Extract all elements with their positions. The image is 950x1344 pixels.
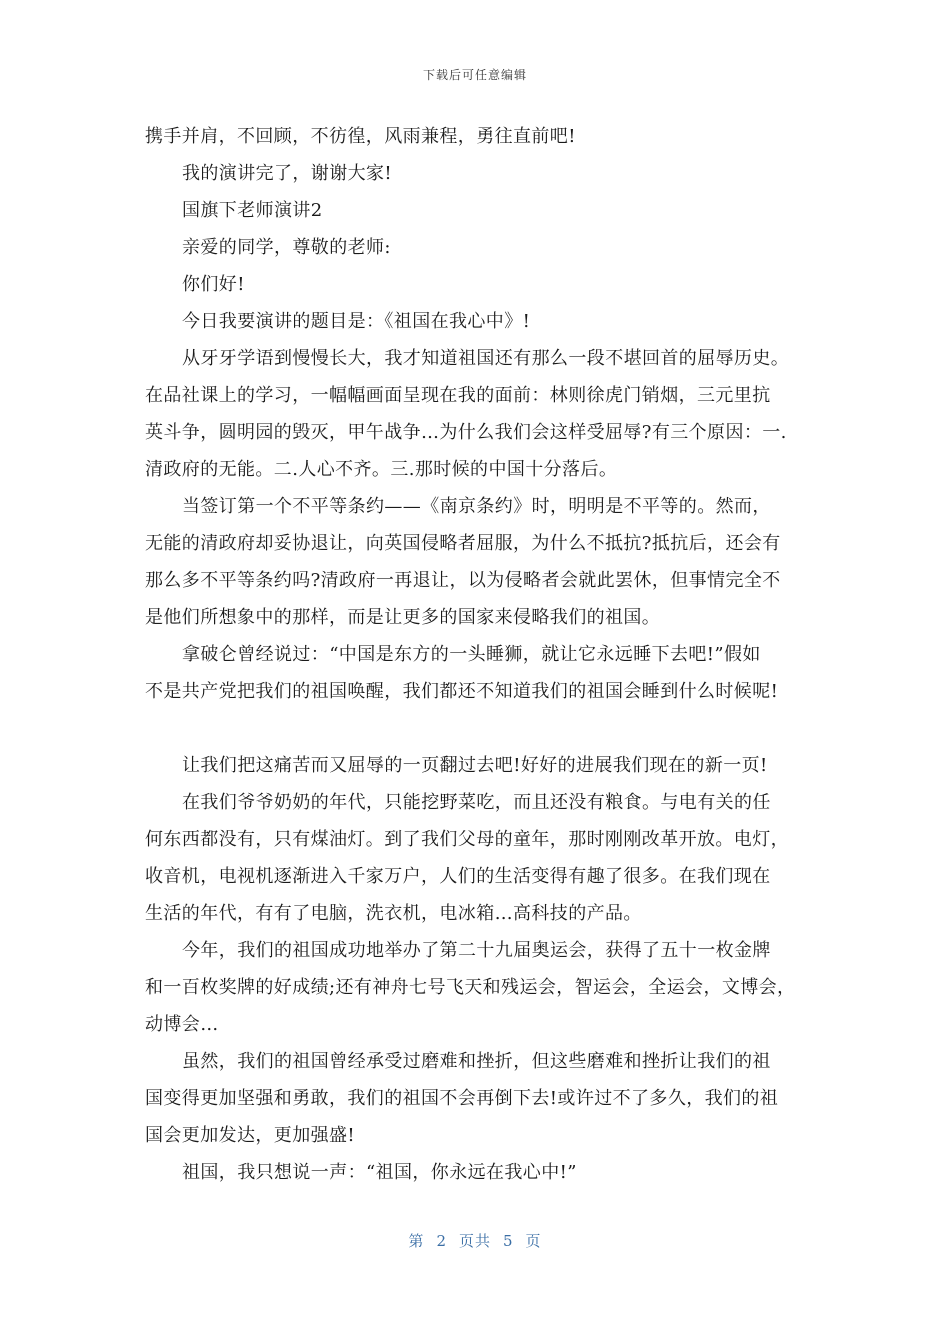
footer-di: 第	[408, 1232, 425, 1250]
paragraph-line: 拿破仑曾经说过：“中国是东方的一头睡狮，就让它永远睡下去吧!”假如	[182, 644, 761, 665]
paragraph-line: 国会更加发达，更加强盛!	[145, 1125, 356, 1146]
total-pages-number: 5	[503, 1232, 514, 1250]
paragraph-line: 何东西都没有，只有煤油灯。到了我们父母的童年，那时刚刚改革开放。电灯，	[145, 829, 789, 850]
page-header: 下载后可任意编辑	[422, 68, 527, 82]
paragraph-line: 不是共产党把我们的祖国唤醒，我们都还不知道我们的祖国会睡到什么时候呢!	[145, 681, 779, 702]
paragraph-gap	[145, 710, 815, 747]
paragraph-line: 那么多不平等条约吗?清政府一再退让，以为侵略者会就此罢休，但事情完全不	[145, 570, 781, 591]
page-footer	[0, 1230, 950, 1251]
footer-ye-gong: 页共	[458, 1232, 491, 1250]
paragraph-line: 收音机，电视机逐渐进入千家万户，人们的生活变得有趣了很多。在我们现在	[145, 866, 771, 887]
paragraph-line: 从牙牙学语到慢慢长大，我才知道祖国还有那么一段不堪回首的屈辱历史。	[182, 348, 790, 369]
paragraph-line: 让我们把这痛苦而又屈辱的一页翻过去吧!好好的进展我们现在的新一页!	[182, 755, 768, 776]
salutation: 亲爱的同学，尊敬的老师:	[182, 237, 391, 258]
paragraph-line: 动博会…	[145, 1014, 219, 1035]
current-page-number: 2	[436, 1232, 447, 1250]
paragraph-line: 国变得更加坚强和勇敢，我们的祖国不会再倒下去!或许过不了多久，我们的祖	[145, 1088, 779, 1109]
paragraph-line: 清政府的无能。二.人心不齐。三.那时候的中国十分落后。	[145, 459, 618, 480]
paragraph-line: 是他们所想象中的那样，而是让更多的国家来侵略我们的祖国。	[145, 607, 661, 628]
paragraph-line: 在品社课上的学习，一幅幅画面呈现在我的面前：林则徐虎门销烟，三元里抗	[145, 385, 771, 406]
paragraph-line: 在我们爷爷奶奶的年代，只能挖野菜吃，而且还没有粮食。与电有关的任	[182, 792, 771, 813]
paragraph-line: 我的演讲完了，谢谢大家!	[182, 163, 393, 184]
speech-topic: 今日我要演讲的题目是：《祖国在我心中》!	[182, 311, 531, 332]
document-body	[145, 118, 815, 1191]
paragraph-line: 生活的年代，有有了电脑，洗衣机，电冰箱…高科技的产品。	[145, 903, 642, 924]
paragraph-line: 和一百枚奖牌的好成绩;还有神舟七号飞天和残运会，智运会，全运会，文博会，	[145, 977, 796, 998]
paragraph-line: 携手并肩，不回顾，不彷徨，风雨兼程，勇往直前吧!	[145, 126, 576, 147]
footer-ye: 页	[525, 1232, 542, 1250]
paragraph-line: 今年，我们的祖国成功地举办了第二十九届奥运会，获得了五十一枚金牌	[182, 940, 771, 961]
paragraph-line: 祖国，我只想说一声：“祖国，你永远在我心中!”	[182, 1162, 577, 1183]
paragraph-line: 无能的清政府却妥协退让，向英国侵略者屈服，为什么不抵抗?抵抗后，还会有	[145, 533, 781, 554]
greeting: 你们好!	[182, 274, 245, 295]
paragraph-line: 虽然，我们的祖国曾经承受过磨难和挫折，但这些磨难和挫折让我们的祖	[182, 1051, 771, 1072]
section-title: 国旗下老师演讲2	[182, 200, 323, 221]
paragraph-line: 英斗争，圆明园的毁灭，甲午战争…为什么我们会这样受屈辱?有三个原因：一.	[145, 422, 787, 443]
paragraph-line: 当签订第一个不平等条约——《南京条约》时，明明是不平等的。然而，	[182, 496, 771, 517]
